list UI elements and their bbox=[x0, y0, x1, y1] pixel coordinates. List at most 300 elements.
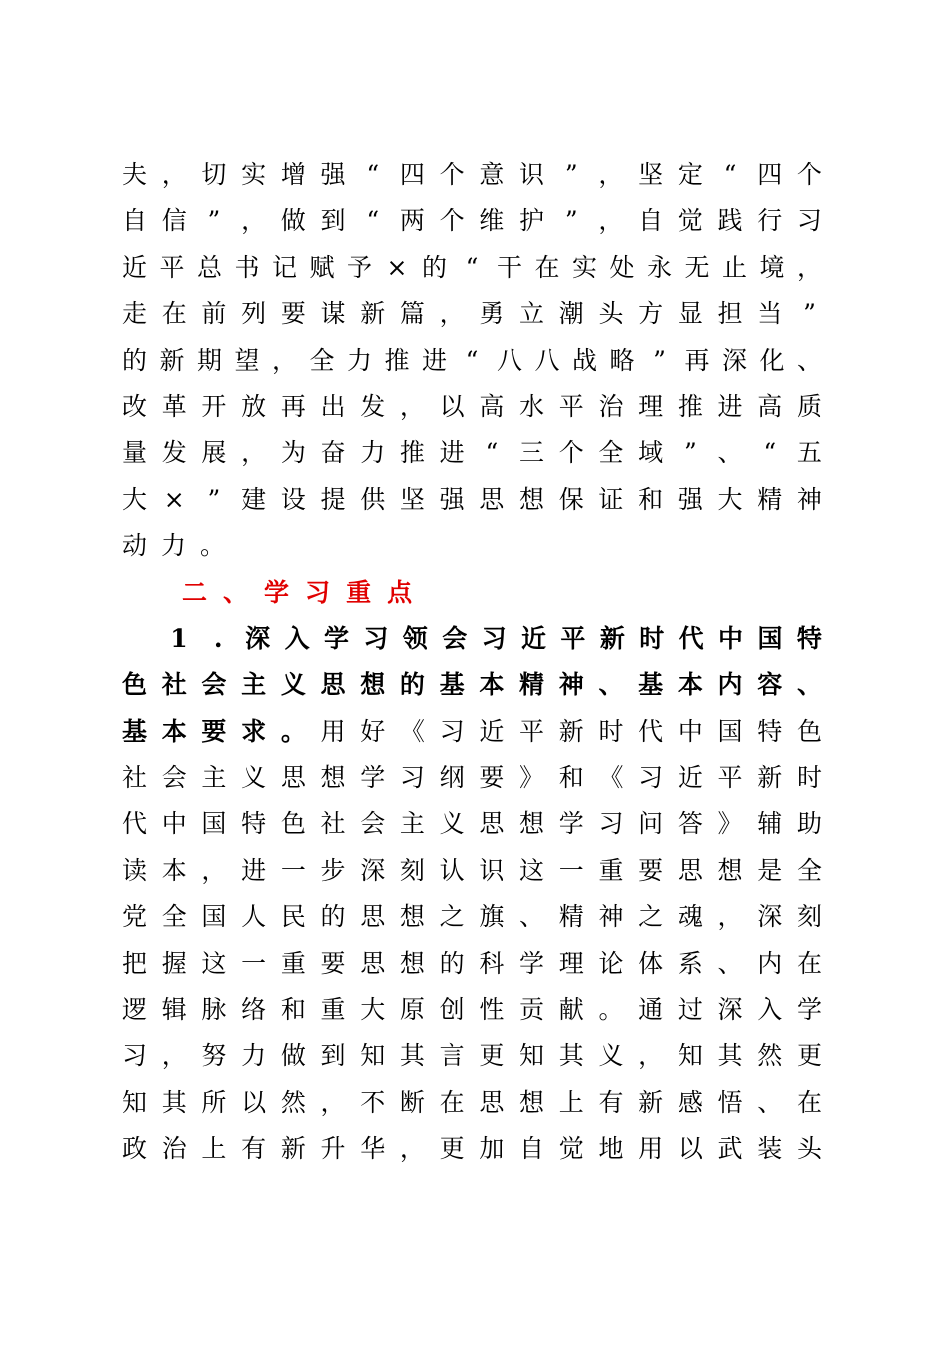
glyph: 保 bbox=[558, 484, 584, 514]
glyph: 魂 bbox=[677, 902, 703, 932]
glyph: 国 bbox=[201, 902, 227, 932]
glyph: 深 bbox=[245, 623, 271, 653]
glyph: 治 bbox=[598, 391, 624, 421]
glyph: 四 bbox=[399, 160, 425, 189]
glyph: 革 bbox=[161, 391, 187, 421]
glyph: 学 bbox=[360, 763, 386, 793]
text-line bbox=[122, 848, 822, 894]
glyph: 不 bbox=[360, 1087, 386, 1117]
glyph: 想 bbox=[360, 670, 386, 700]
glyph: 实 bbox=[241, 160, 267, 189]
glyph: ， bbox=[241, 206, 267, 236]
glyph: 以 bbox=[241, 1087, 267, 1117]
text-line bbox=[122, 709, 822, 755]
glyph: 习 bbox=[399, 763, 425, 793]
glyph: ， bbox=[272, 345, 298, 375]
glyph: 勇 bbox=[479, 299, 505, 329]
glyph: 识 bbox=[519, 160, 545, 189]
glyph: 出 bbox=[320, 391, 346, 421]
glyph: 深 bbox=[717, 995, 743, 1025]
glyph: 放 bbox=[241, 391, 267, 421]
glyph: 脉 bbox=[201, 995, 227, 1025]
glyph: 进 bbox=[717, 391, 743, 421]
section-heading bbox=[122, 570, 822, 616]
glyph: 点 bbox=[387, 577, 413, 607]
glyph: 新 bbox=[558, 716, 584, 746]
glyph: 全 bbox=[796, 855, 822, 885]
glyph: 治 bbox=[161, 1134, 187, 1164]
glyph: 略 bbox=[609, 345, 635, 375]
glyph: 、 bbox=[796, 670, 822, 700]
glyph: 学 bbox=[264, 577, 290, 607]
glyph: 、 bbox=[717, 948, 743, 978]
glyph: 两 bbox=[399, 206, 425, 236]
glyph: 内 bbox=[717, 670, 743, 700]
glyph: 其 bbox=[717, 1041, 743, 1071]
glyph: ， bbox=[598, 160, 624, 189]
glyph: 无 bbox=[684, 252, 710, 282]
glyph: 高 bbox=[479, 391, 505, 421]
glyph: 新 bbox=[638, 1087, 664, 1117]
glyph: 其 bbox=[161, 1087, 187, 1117]
glyph: 特 bbox=[796, 623, 822, 653]
glyph: 进 bbox=[439, 438, 465, 468]
glyph: 改 bbox=[122, 391, 148, 421]
glyph: 旗 bbox=[479, 902, 505, 932]
glyph: 。 bbox=[598, 995, 624, 1025]
glyph: 义 bbox=[280, 670, 306, 700]
glyph: 有 bbox=[598, 1087, 624, 1117]
glyph: 色 bbox=[122, 670, 148, 700]
glyph: 发 bbox=[360, 391, 386, 421]
glyph: 知 bbox=[519, 1041, 545, 1071]
glyph: 学 bbox=[519, 948, 545, 978]
glyph: 立 bbox=[519, 299, 545, 329]
glyph: 期 bbox=[197, 345, 223, 375]
glyph: 、 bbox=[717, 438, 743, 468]
glyph: 系 bbox=[677, 948, 703, 978]
glyph: 篇 bbox=[399, 299, 425, 329]
glyph: 坚 bbox=[638, 160, 664, 189]
glyph: 三 bbox=[519, 438, 545, 468]
glyph: 增 bbox=[280, 160, 306, 189]
glyph: “ bbox=[723, 160, 737, 189]
glyph: 全 bbox=[161, 902, 187, 932]
glyph: 然 bbox=[280, 1087, 306, 1117]
glyph: 代 bbox=[638, 716, 664, 746]
glyph: 更 bbox=[796, 1041, 822, 1071]
glyph: 其 bbox=[399, 1041, 425, 1071]
glyph: 主 bbox=[399, 809, 425, 839]
glyph: 觉 bbox=[677, 206, 703, 236]
glyph: 所 bbox=[201, 1087, 227, 1117]
glyph: 想 bbox=[519, 484, 545, 514]
glyph: 自 bbox=[122, 206, 148, 236]
glyph: 近 bbox=[677, 763, 703, 793]
glyph: 力 bbox=[161, 531, 187, 561]
glyph: 进 bbox=[241, 855, 267, 885]
glyph: ， bbox=[638, 1041, 664, 1071]
glyph: 理 bbox=[558, 948, 584, 978]
glyph: 时 bbox=[639, 623, 665, 653]
glyph: 思 bbox=[280, 763, 306, 793]
glyph: 认 bbox=[439, 855, 465, 885]
text-line bbox=[122, 616, 822, 662]
glyph: 、 bbox=[223, 577, 249, 607]
glyph: 然 bbox=[757, 1041, 783, 1071]
glyph: 代 bbox=[122, 809, 148, 839]
glyph: 的 bbox=[421, 252, 447, 282]
glyph: ， bbox=[439, 299, 465, 329]
glyph: 用 bbox=[638, 1134, 664, 1164]
glyph: 新 bbox=[757, 763, 783, 793]
glyph: 内 bbox=[757, 948, 783, 978]
glyph: 证 bbox=[598, 484, 624, 514]
glyph: 民 bbox=[280, 902, 306, 932]
glyph: “ bbox=[465, 345, 479, 375]
glyph: 个 bbox=[439, 206, 465, 236]
glyph: 体 bbox=[638, 948, 664, 978]
glyph: 社 bbox=[320, 809, 346, 839]
text-line bbox=[122, 523, 822, 569]
glyph: 、 bbox=[757, 1087, 783, 1117]
glyph: 再 bbox=[280, 391, 306, 421]
glyph: 人 bbox=[241, 902, 267, 932]
glyph: 个 bbox=[439, 160, 465, 189]
glyph: 全 bbox=[598, 438, 624, 468]
glyph: 社 bbox=[161, 670, 187, 700]
glyph: 要 bbox=[479, 763, 505, 793]
glyph: ， bbox=[399, 391, 425, 421]
glyph: 特 bbox=[241, 809, 267, 839]
glyph: 列 bbox=[241, 299, 267, 329]
glyph: 代 bbox=[678, 623, 704, 653]
glyph: 纲 bbox=[439, 763, 465, 793]
glyph: 会 bbox=[201, 670, 227, 700]
glyph: 这 bbox=[519, 855, 545, 885]
glyph: 想 bbox=[717, 855, 743, 885]
glyph: 四 bbox=[757, 160, 783, 189]
glyph: 更 bbox=[439, 1134, 465, 1164]
glyph: 络 bbox=[241, 995, 267, 1025]
glyph: 头 bbox=[796, 1134, 822, 1164]
glyph: 精 bbox=[519, 670, 545, 700]
glyph: 基 bbox=[122, 716, 148, 746]
glyph: 言 bbox=[439, 1041, 465, 1071]
glyph: “ bbox=[465, 252, 479, 282]
text-line bbox=[122, 338, 822, 384]
glyph: 谋 bbox=[320, 299, 346, 329]
text-line bbox=[122, 1126, 822, 1172]
glyph: 义 bbox=[598, 1041, 624, 1071]
glyph: 党 bbox=[122, 902, 148, 932]
glyph: 科 bbox=[479, 948, 505, 978]
glyph: 努 bbox=[201, 1041, 227, 1071]
glyph: 用 bbox=[320, 716, 346, 746]
glyph: 深 bbox=[360, 855, 386, 885]
glyph: 辑 bbox=[161, 995, 187, 1025]
glyph: 上 bbox=[201, 1134, 227, 1164]
glyph: 近 bbox=[479, 716, 505, 746]
glyph: 主 bbox=[241, 670, 267, 700]
glyph: 中 bbox=[677, 716, 703, 746]
glyph: 装 bbox=[757, 1134, 783, 1164]
glyph: 望 bbox=[234, 345, 260, 375]
glyph: 水 bbox=[519, 391, 545, 421]
glyph: 想 bbox=[519, 809, 545, 839]
glyph: 思 bbox=[479, 1087, 505, 1117]
glyph: 义 bbox=[439, 809, 465, 839]
glyph: 处 bbox=[609, 252, 635, 282]
glyph: 要 bbox=[638, 855, 664, 885]
glyph: 本 bbox=[161, 716, 187, 746]
glyph: 习 bbox=[598, 809, 624, 839]
glyph: 习 bbox=[796, 206, 822, 236]
glyph: 高 bbox=[757, 391, 783, 421]
glyph: 自 bbox=[519, 1134, 545, 1164]
glyph: 自 bbox=[638, 206, 664, 236]
text-line bbox=[122, 1080, 822, 1126]
glyph: 近 bbox=[122, 252, 148, 282]
glyph: 要 bbox=[280, 299, 306, 329]
document-body bbox=[122, 152, 822, 1173]
glyph: 发 bbox=[161, 438, 187, 468]
glyph: 问 bbox=[638, 809, 664, 839]
glyph: 强 bbox=[320, 160, 346, 189]
glyph: 设 bbox=[280, 484, 306, 514]
glyph: 加 bbox=[479, 1134, 505, 1164]
glyph: ” bbox=[564, 206, 578, 236]
glyph: 是 bbox=[757, 855, 783, 885]
glyph: 之 bbox=[638, 902, 664, 932]
glyph: 近 bbox=[521, 623, 547, 653]
glyph: ， bbox=[201, 855, 227, 885]
glyph: 担 bbox=[717, 299, 743, 329]
glyph: 重 bbox=[280, 948, 306, 978]
glyph: 政 bbox=[122, 1134, 148, 1164]
glyph: 、 bbox=[519, 902, 545, 932]
text-line bbox=[122, 245, 822, 291]
glyph: 和 bbox=[280, 995, 306, 1025]
glyph: 的 bbox=[320, 902, 346, 932]
glyph: 握 bbox=[161, 948, 187, 978]
glyph: ， bbox=[161, 160, 187, 189]
glyph: 思 bbox=[479, 809, 505, 839]
glyph: 止 bbox=[721, 252, 747, 282]
glyph: 、 bbox=[796, 345, 822, 375]
glyph: 潮 bbox=[558, 299, 584, 329]
glyph: 学 bbox=[323, 623, 349, 653]
glyph: 习 bbox=[122, 1041, 148, 1071]
glyph: 色 bbox=[280, 809, 306, 839]
glyph bbox=[122, 616, 152, 662]
glyph: 建 bbox=[241, 484, 267, 514]
glyph: 平 bbox=[159, 252, 185, 282]
glyph: 会 bbox=[442, 623, 468, 653]
glyph: ， bbox=[241, 438, 267, 468]
glyph: 好 bbox=[360, 716, 386, 746]
glyph: 读 bbox=[122, 855, 148, 885]
glyph: 信 bbox=[161, 206, 187, 236]
glyph: 神 bbox=[598, 902, 624, 932]
glyph: 思 bbox=[479, 484, 505, 514]
glyph: 习 bbox=[439, 716, 465, 746]
glyph: 方 bbox=[638, 299, 664, 329]
glyph: 深 bbox=[757, 902, 783, 932]
glyph: ， bbox=[161, 1041, 187, 1071]
glyph: 学 bbox=[796, 995, 822, 1025]
glyph: 永 bbox=[646, 252, 672, 282]
glyph: 到 bbox=[320, 206, 346, 236]
text-line bbox=[122, 662, 822, 708]
glyph: 一 bbox=[558, 855, 584, 885]
glyph: 新 bbox=[599, 623, 625, 653]
glyph: 和 bbox=[638, 484, 664, 514]
glyph: 步 bbox=[320, 855, 346, 885]
glyph: 以 bbox=[439, 391, 465, 421]
text-line bbox=[122, 894, 822, 940]
glyph: 性 bbox=[479, 995, 505, 1025]
glyph: 识 bbox=[479, 855, 505, 885]
glyph: 辅 bbox=[757, 809, 783, 839]
glyph: 觉 bbox=[558, 1134, 584, 1164]
text-line bbox=[122, 1033, 822, 1079]
glyph: 基 bbox=[638, 670, 664, 700]
glyph: 书 bbox=[234, 252, 260, 282]
glyph: 重 bbox=[346, 577, 372, 607]
glyph: “ bbox=[366, 206, 380, 236]
glyph: 。 bbox=[200, 531, 226, 561]
glyph: 在 bbox=[796, 948, 822, 978]
glyph: “ bbox=[763, 438, 777, 468]
glyph: 精 bbox=[757, 484, 783, 514]
glyph: 悟 bbox=[717, 1087, 743, 1117]
glyph: 新 bbox=[360, 299, 386, 329]
glyph: 行 bbox=[757, 206, 783, 236]
glyph: 答 bbox=[677, 809, 703, 839]
glyph: 头 bbox=[598, 299, 624, 329]
text-line bbox=[122, 430, 822, 476]
glyph: 入 bbox=[284, 623, 310, 653]
glyph: 为 bbox=[280, 438, 306, 468]
glyph: 容 bbox=[757, 670, 783, 700]
glyph: 夫 bbox=[122, 160, 148, 189]
glyph: ” bbox=[803, 299, 816, 329]
glyph: 前 bbox=[201, 299, 227, 329]
glyph: 推 bbox=[677, 391, 703, 421]
glyph: 强 bbox=[439, 484, 465, 514]
glyph: 《 bbox=[399, 716, 425, 746]
glyph: 通 bbox=[638, 995, 664, 1025]
glyph: 平 bbox=[558, 391, 584, 421]
glyph: 干 bbox=[496, 252, 522, 282]
glyph: 思 bbox=[360, 902, 386, 932]
text-line bbox=[122, 477, 822, 523]
text-line bbox=[122, 152, 822, 198]
glyph: 平 bbox=[560, 623, 586, 653]
glyph: 论 bbox=[598, 948, 624, 978]
glyph: 原 bbox=[399, 995, 425, 1025]
glyph: 之 bbox=[439, 902, 465, 932]
glyph: 全 bbox=[309, 345, 335, 375]
glyph: 量 bbox=[122, 438, 148, 468]
glyph: 的 bbox=[399, 670, 425, 700]
glyph: 要 bbox=[320, 948, 346, 978]
glyph: 思 bbox=[320, 670, 346, 700]
glyph: 习 bbox=[481, 623, 507, 653]
glyph: 习 bbox=[305, 577, 331, 607]
glyph: 重 bbox=[598, 855, 624, 885]
glyph: 贡 bbox=[519, 995, 545, 1025]
glyph: 力 bbox=[241, 1041, 267, 1071]
glyph: ” bbox=[564, 160, 578, 189]
glyph: 显 bbox=[677, 299, 703, 329]
glyph: . bbox=[213, 623, 223, 653]
text-line bbox=[122, 801, 822, 847]
glyph: 大 bbox=[360, 995, 386, 1025]
text-line bbox=[122, 755, 822, 801]
glyph: 本 bbox=[479, 670, 505, 700]
glyph: 切 bbox=[201, 160, 227, 189]
glyph: 知 bbox=[677, 1041, 703, 1071]
glyph: 神 bbox=[796, 484, 822, 514]
glyph: 会 bbox=[161, 763, 187, 793]
glyph: 推 bbox=[384, 345, 410, 375]
glyph: ， bbox=[399, 1134, 425, 1164]
glyph: 做 bbox=[280, 1041, 306, 1071]
glyph: 基 bbox=[439, 670, 465, 700]
glyph: 、 bbox=[598, 670, 624, 700]
glyph: 记 bbox=[272, 252, 298, 282]
glyph: 动 bbox=[122, 531, 148, 561]
glyph: 知 bbox=[122, 1087, 148, 1117]
glyph: 推 bbox=[399, 438, 425, 468]
glyph: 深 bbox=[721, 345, 747, 375]
glyph: 维 bbox=[479, 206, 505, 236]
glyph: 国 bbox=[201, 809, 227, 839]
glyph: 平 bbox=[519, 716, 545, 746]
glyph: 想 bbox=[399, 902, 425, 932]
glyph: 一 bbox=[241, 948, 267, 978]
glyph: 入 bbox=[757, 995, 783, 1025]
glyph: 大 bbox=[717, 484, 743, 514]
glyph: 在 bbox=[796, 1087, 822, 1117]
glyph: 会 bbox=[360, 809, 386, 839]
glyph: 时 bbox=[598, 716, 624, 746]
glyph: 色 bbox=[796, 716, 822, 746]
glyph: 想 bbox=[399, 948, 425, 978]
glyph: 领 bbox=[402, 623, 428, 653]
glyph: 本 bbox=[677, 670, 703, 700]
glyph: × bbox=[163, 484, 185, 514]
glyph: “ bbox=[366, 160, 380, 189]
glyph: 更 bbox=[479, 1041, 505, 1071]
glyph: 到 bbox=[320, 1041, 346, 1071]
glyph: 刻 bbox=[399, 855, 425, 885]
glyph: 化 bbox=[759, 345, 785, 375]
glyph: 社 bbox=[122, 763, 148, 793]
glyph: 的 bbox=[122, 345, 148, 375]
glyph: 重 bbox=[320, 995, 346, 1025]
glyph: 平 bbox=[717, 763, 743, 793]
glyph: 华 bbox=[360, 1134, 386, 1164]
glyph: 逻 bbox=[122, 995, 148, 1025]
glyph: 展 bbox=[201, 438, 227, 468]
glyph: 过 bbox=[677, 995, 703, 1025]
glyph: 精 bbox=[558, 902, 584, 932]
glyph: 提 bbox=[320, 484, 346, 514]
glyph: 个 bbox=[558, 438, 584, 468]
